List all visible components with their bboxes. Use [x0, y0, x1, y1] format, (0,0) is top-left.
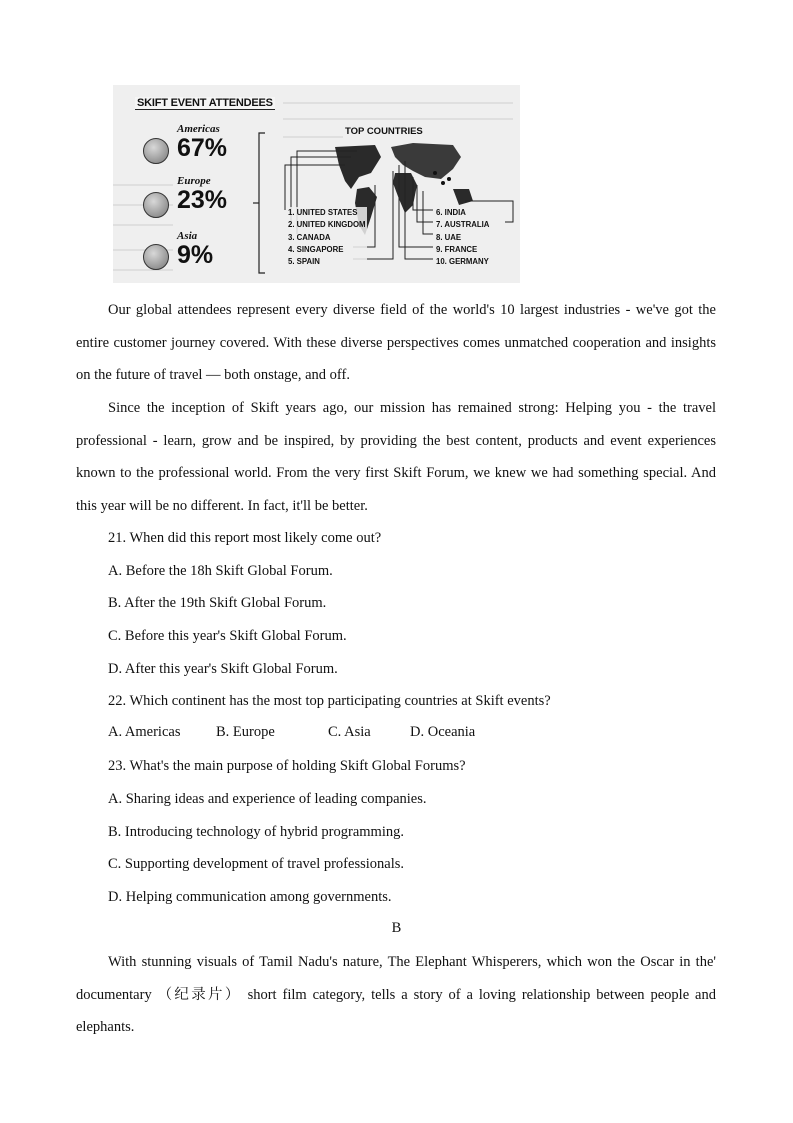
region-percent: 9%: [177, 241, 214, 269]
region-europe: [177, 175, 227, 213]
globe-icon: [143, 244, 169, 270]
q22-option-d: D. Oceania: [410, 724, 476, 740]
question-22: 22. Which continent has the most top participating countries at Skift events?: [108, 693, 551, 709]
question-21: 21. When did this report most likely come out?: [108, 530, 382, 546]
q22-options: [108, 724, 475, 741]
q22-option-a: A. Americas: [108, 724, 181, 740]
region-name: Europe: [177, 175, 211, 187]
q21-option-b: B. After the 19th Skift Global Forum.: [108, 595, 327, 611]
infographic-title: SKIFT EVENT ATTENDEES: [137, 97, 273, 109]
q23-option-d: D. Helping communication among governments.: [108, 889, 392, 905]
paragraph-mission: Since the inception of Skift years ago, our mission has remained strong: Helping you - the travel professional - learn, grow and be inspired, by providing the best content, products and event experiences known to the professional world. From the very first Skift Forum, we knew we had something special. And this year will be no different. In fact, it'll be better.: [76, 400, 716, 514]
paragraph-elephant-whisperers: With stunning visuals of Tamil Nadu's nature, The Elephant Whisperers, which won the Oscar in the' documentary （纪录片） short film category, tells a story of a loving relationship between people and elephants.: [76, 954, 716, 1036]
paragraph-attendees: Our global attendees represent every diverse field of the world's 10 largest industries - we've got the entire customer journey covered. With these diverse perspectives comes unmatched cooperation and insights on the future of travel — both onstage, and off.: [76, 302, 716, 384]
globe-icon: [143, 192, 169, 218]
skift-attendees-infographic: [113, 85, 520, 283]
country-item: 10. GERMANY: [435, 256, 490, 268]
country-item: 7. AUSTRALIA: [435, 219, 490, 231]
q22-option-c: C. Asia: [328, 724, 371, 740]
q21-option-d: D. After this year's Skift Global Forum.: [108, 661, 338, 677]
q22-option-b: B. Europe: [216, 724, 275, 740]
countries-list-right: [435, 207, 490, 268]
top-countries-title: TOP COUNTRIES: [345, 126, 423, 137]
q21-option-c: C. Before this year's Skift Global Forum.: [108, 628, 347, 644]
region-percent: 23%: [177, 186, 228, 214]
country-item: 8. UAE: [435, 232, 490, 244]
q23-option-a: A. Sharing ideas and experience of leading companies.: [108, 791, 427, 807]
country-item: 2. UNITED KINGDOM: [287, 219, 367, 231]
q21-option-a: A. Before the 18h Skift Global Forum.: [108, 563, 333, 579]
region-name: Asia: [177, 230, 198, 242]
question-23: 23. What's the main purpose of holding Skift Global Forums?: [108, 758, 466, 774]
region-name: Americas: [177, 123, 220, 135]
q23-option-c: C. Supporting development of travel professionals.: [108, 856, 404, 872]
country-item: 6. INDIA: [435, 207, 490, 219]
country-item: 9. FRANCE: [435, 244, 490, 256]
section-heading-b: B: [391, 920, 402, 936]
region-percent: 67%: [177, 134, 228, 162]
region-asia: [177, 230, 213, 268]
country-item: 3. CANADA: [287, 232, 367, 244]
globe-icon: [143, 138, 169, 164]
countries-list-left: [287, 207, 367, 268]
country-item: 4. SINGAPORE: [287, 244, 367, 256]
region-americas: [177, 123, 227, 161]
country-item: 1. UNITED STATES: [287, 207, 367, 219]
q23-option-b: B. Introducing technology of hybrid programming.: [108, 824, 404, 840]
country-item: 5. SPAIN: [287, 256, 367, 268]
